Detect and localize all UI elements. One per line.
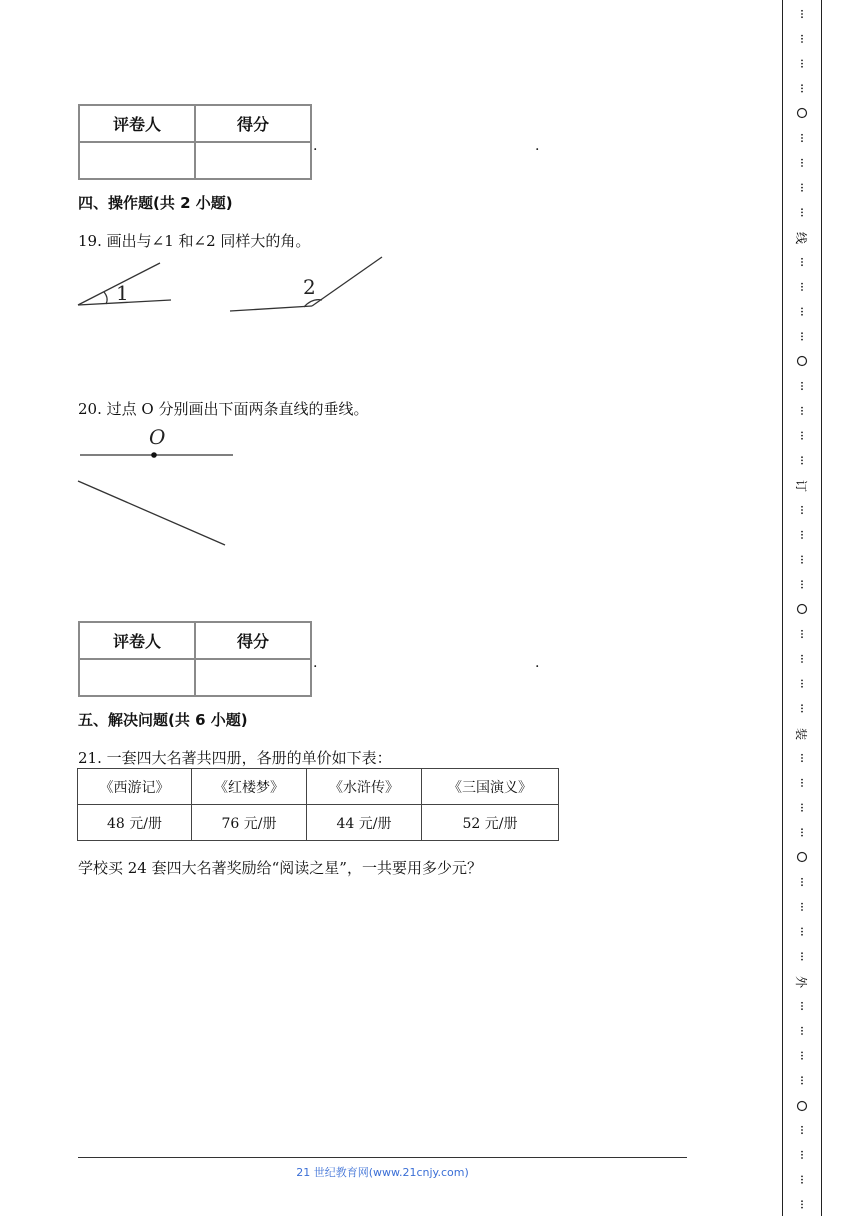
binding-dot [801, 909, 803, 911]
binding-dot [801, 1055, 803, 1057]
binding-dot [801, 407, 803, 409]
binding-dot [801, 810, 803, 812]
binding-dot [801, 88, 803, 90]
binding-dot [801, 757, 803, 759]
binding-dot [801, 35, 803, 37]
dot-marker: . [313, 655, 318, 671]
binding-dot [801, 655, 803, 657]
binding-dot [801, 1027, 803, 1029]
question-20-text: 20. 过点 O 分别画出下面两条直线的垂线。 [78, 400, 369, 418]
binding-dot [801, 1132, 803, 1134]
binding-dot [801, 1157, 803, 1159]
binding-dot [801, 410, 803, 412]
score-header: 得分 [195, 105, 311, 142]
binding-dot [801, 804, 803, 806]
binding-dot [801, 952, 803, 954]
binding-dot [801, 828, 803, 830]
binding-dot [801, 878, 803, 880]
binding-dot [801, 184, 803, 186]
binding-dot [801, 1002, 803, 1004]
binding-dot [801, 1033, 803, 1035]
question-19-text: 19. 画出与∠1 和∠2 同样大的角。 [78, 232, 311, 250]
reviewer-cell[interactable] [79, 142, 195, 179]
binding-dot [801, 506, 803, 508]
binding-dot [801, 704, 803, 706]
binding-dot [801, 580, 803, 582]
price-cell: 44 元/册 [307, 805, 422, 841]
angle-1-label: 1 [116, 281, 129, 305]
binding-dot [801, 1083, 803, 1085]
angle-2-figure [230, 257, 382, 311]
binding-dot [801, 41, 803, 43]
binding-dot [801, 928, 803, 930]
price-cell: 48 元/册 [78, 805, 192, 841]
binding-dot [801, 63, 803, 65]
q20-lines-figure [70, 420, 250, 555]
binding-dot [801, 60, 803, 62]
binding-dot [801, 1080, 803, 1082]
binding-dot [801, 1126, 803, 1128]
point-o [151, 452, 157, 458]
binding-dot [801, 1058, 803, 1060]
binding-dot [801, 339, 803, 341]
binding-dot [801, 934, 803, 936]
binding-dot [801, 531, 803, 533]
binding-dot [801, 556, 803, 558]
binding-dot [801, 432, 803, 434]
binding-dot [801, 884, 803, 886]
angle-2-label: 2 [303, 275, 316, 299]
binding-dot [801, 463, 803, 465]
binding-dot [801, 314, 803, 316]
binding-dot [801, 956, 803, 958]
binding-dot [801, 289, 803, 291]
table-row [78, 805, 559, 841]
dot-marker: . [535, 138, 540, 154]
binding-dot [801, 1030, 803, 1032]
binding-char-ding: 订 [794, 479, 808, 493]
binding-dot [801, 587, 803, 589]
binding-dot [801, 1151, 803, 1153]
binding-circle [798, 357, 807, 366]
binding-dot [801, 1129, 803, 1131]
score-box-2 [78, 621, 312, 697]
binding-dot [801, 84, 803, 86]
binding-dot [801, 1076, 803, 1078]
binding-dot [801, 584, 803, 586]
score-cell[interactable] [195, 142, 311, 179]
binding-char-zhuang: 装 [794, 727, 808, 741]
binding-dot [801, 385, 803, 387]
binding-dot [801, 683, 803, 685]
binding-dot [801, 760, 803, 762]
binding-dot [801, 308, 803, 310]
reviewer-header: 评卷人 [79, 622, 195, 659]
binding-dot [801, 785, 803, 787]
binding-dot [801, 1008, 803, 1010]
binding-dot [801, 686, 803, 688]
binding-dot [801, 1052, 803, 1054]
binding-dot [801, 807, 803, 809]
binding-dot [801, 286, 803, 288]
binding-dot [801, 1005, 803, 1007]
binding-dot [801, 779, 803, 781]
section-5-title: 五、解决问题(共 6 小题) [78, 711, 248, 729]
binding-dot [801, 165, 803, 167]
price-cell: 76 元/册 [192, 805, 307, 841]
question-21-text: 21. 一套四大名著共四册，各册的单价如下表： [78, 749, 392, 767]
binding-dot [801, 332, 803, 334]
binding-char-xian: 线 [794, 231, 808, 245]
binding-dot [801, 212, 803, 214]
dot-marker: . [313, 138, 318, 154]
book-price-table [77, 768, 559, 841]
binding-dot [801, 1182, 803, 1184]
binding-dot [801, 754, 803, 756]
angle-1-figure [78, 263, 171, 305]
binding-dot [801, 832, 803, 834]
book-name-cell: 《红楼梦》 [192, 769, 307, 805]
binding-dot [801, 10, 803, 12]
binding-dot [801, 336, 803, 338]
binding-dot [801, 258, 803, 260]
binding-dot [801, 460, 803, 462]
binding-dot [801, 559, 803, 561]
binding-dot [801, 708, 803, 710]
binding-dot [801, 264, 803, 266]
book-name-cell: 《水浒传》 [307, 769, 422, 805]
binding-dot [801, 680, 803, 682]
binding-dot [801, 435, 803, 437]
binding-dot [801, 512, 803, 514]
binding-dot [801, 187, 803, 189]
binding-dot [801, 66, 803, 68]
binding-dot [801, 835, 803, 837]
binding-char-wai: 外 [794, 975, 808, 989]
binding-dot [801, 1200, 803, 1202]
binding-dot [801, 509, 803, 511]
book-name-cell: 《西游记》 [78, 769, 192, 805]
point-o-label: O [149, 425, 166, 449]
binding-circle [798, 605, 807, 614]
binding-dot [801, 134, 803, 136]
binding-dot [801, 215, 803, 217]
price-cell: 52 元/册 [422, 805, 559, 841]
binding-dot [801, 959, 803, 961]
reviewer-header: 评卷人 [79, 105, 195, 142]
binding-dot [801, 16, 803, 18]
question-21-prompt: 学校买 24 套四大名著奖励给“阅读之星”，一共要用多少元？ [78, 859, 482, 877]
binding-dot [801, 562, 803, 564]
score-header: 得分 [195, 622, 311, 659]
book-name-cell: 《三国演义》 [422, 769, 559, 805]
binding-dot [801, 456, 803, 458]
footer-divider [78, 1157, 687, 1158]
binding-dot [801, 283, 803, 285]
binding-dot [801, 159, 803, 161]
binding-dot [801, 1176, 803, 1178]
binding-dot [801, 261, 803, 263]
binding-dot [801, 413, 803, 415]
binding-dot [801, 1204, 803, 1206]
binding-circle [798, 109, 807, 118]
binding-dot [801, 903, 803, 905]
slanted-line [78, 481, 225, 545]
footer-source: 21 世纪教育网(www.21cnjy.com) [296, 1166, 469, 1179]
binding-dot [801, 140, 803, 142]
binding-dot [801, 537, 803, 539]
score-cell[interactable] [195, 659, 311, 696]
table-row [78, 769, 559, 805]
binding-dot [801, 711, 803, 713]
q19-angles-figure [70, 252, 400, 322]
binding-dot [801, 1179, 803, 1181]
binding-dot [801, 636, 803, 638]
binding-dot [801, 658, 803, 660]
binding-margin-marks [782, 0, 822, 1216]
binding-dot [801, 534, 803, 536]
binding-circle [798, 1102, 807, 1111]
binding-dot [801, 311, 803, 313]
binding-dot [801, 438, 803, 440]
binding-dot [801, 1154, 803, 1156]
reviewer-cell[interactable] [79, 659, 195, 696]
section-4-title: 四、操作题(共 2 小题) [78, 194, 233, 212]
binding-dot [801, 630, 803, 632]
binding-dot [801, 13, 803, 15]
binding-dot [801, 382, 803, 384]
score-box-1 [78, 104, 312, 180]
binding-dot [801, 388, 803, 390]
binding-dot [801, 661, 803, 663]
binding-dot [801, 190, 803, 192]
dot-marker: . [535, 655, 540, 671]
binding-dot [801, 137, 803, 139]
binding-dot [801, 208, 803, 210]
binding-dot [801, 91, 803, 93]
binding-dot [801, 38, 803, 40]
binding-dot [801, 633, 803, 635]
binding-dot [801, 881, 803, 883]
binding-dot [801, 1207, 803, 1209]
binding-dot [801, 162, 803, 164]
binding-dot [801, 782, 803, 784]
binding-dot [801, 906, 803, 908]
binding-circle [798, 853, 807, 862]
binding-dot [801, 931, 803, 933]
